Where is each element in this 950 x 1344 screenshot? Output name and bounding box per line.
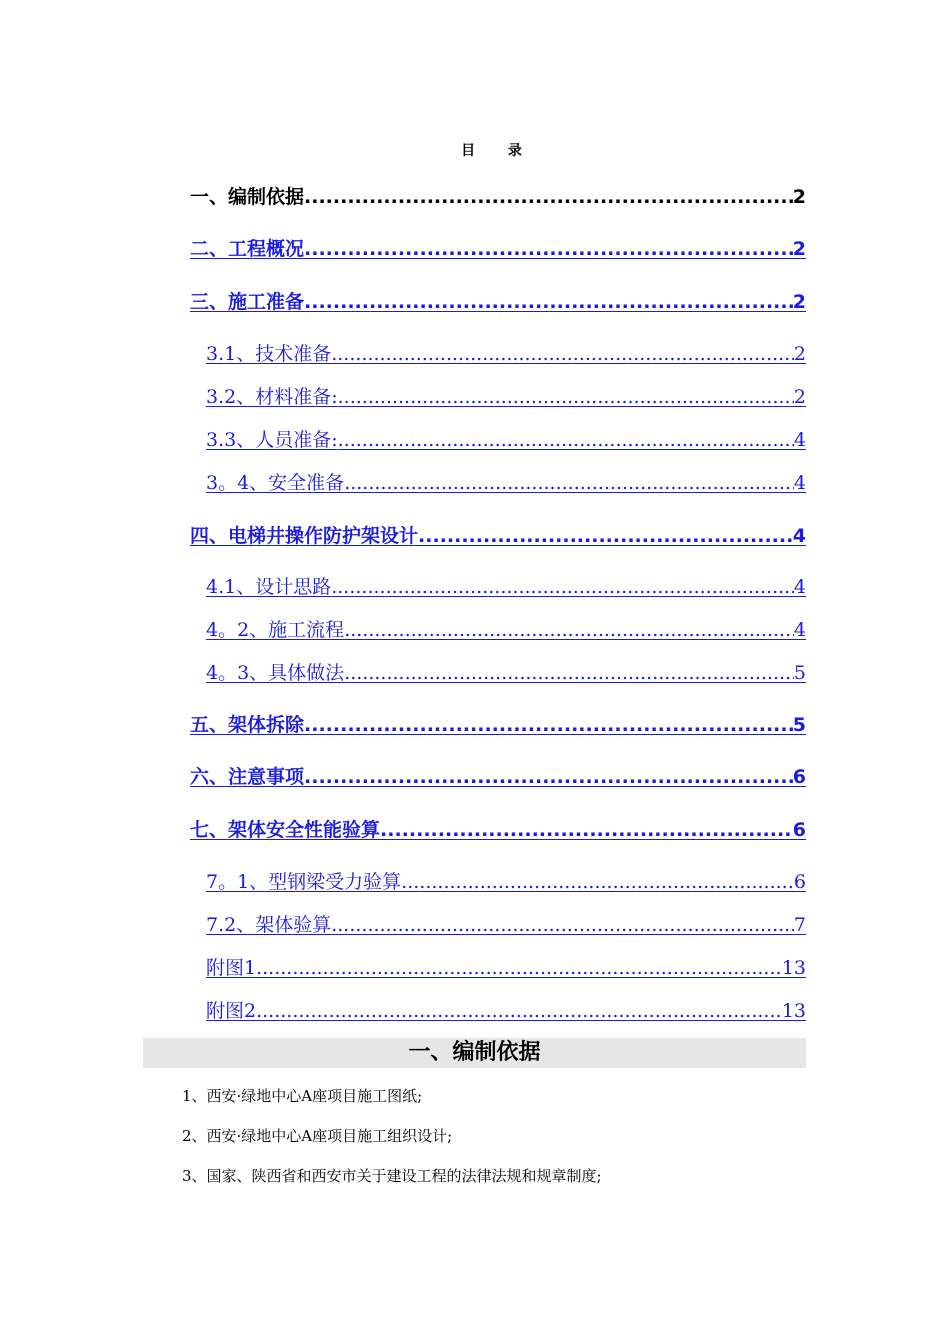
toc-entry-label: 二、工程概况 [190,238,305,260]
toc-entry-label: 3.2、材料准备: [206,386,338,408]
toc-entry-page: 4 [793,619,806,641]
toc-entry-label: 一、编制依据 [190,186,305,208]
toc-entry-page: 4 [793,472,806,494]
toc-leader-dots [304,712,793,738]
toc-leader-dots [401,869,794,895]
toc-entry-label: 7。1、型钢梁受力验算 [206,871,402,893]
toc-leader-dots [256,998,782,1024]
toc-entry[interactable] [206,470,806,496]
toc-entry-label: 3.1、技术准备 [206,343,332,365]
toc-entry-page: 6 [793,871,806,893]
toc-entry[interactable] [190,712,806,738]
toc-entry[interactable] [190,236,806,262]
toc-leader-dots [344,660,794,686]
toc-leader-dots [344,617,794,643]
toc-entry[interactable] [190,289,806,315]
toc-leader-dots [304,184,793,210]
toc-entry-page: 7 [793,914,806,936]
toc-entry-page: 2 [793,343,806,365]
toc-entry-page: 6 [792,819,806,841]
toc-leader-dots [338,384,794,410]
basis-list-item: 1、西安·绿地中心A座项目施工图纸; [182,1087,423,1105]
toc-entry[interactable] [190,523,806,549]
toc-entry-label: 五、架体拆除 [190,714,305,736]
toc-entry[interactable] [206,574,806,600]
toc-leader-dots [304,764,793,790]
section-heading: 一、编制依据 [143,1038,806,1068]
toc-entry-label: 4。3、具体做法 [206,662,345,684]
toc-entry-page: 2 [792,186,806,208]
toc-entry-label: 3。4、安全准备 [206,472,345,494]
toc-entry[interactable] [206,341,806,367]
toc-entry-page: 2 [793,386,806,408]
toc-entry-label: 附图1 [206,957,257,979]
toc-leader-dots [304,236,793,262]
toc-entry-page: 2 [792,238,806,260]
toc-entry-label: 7.2、架体验算 [206,914,332,936]
toc-leader-dots [331,912,794,938]
toc-entry-label: 六、注意事项 [190,766,305,788]
toc-leader-dots [418,523,793,549]
toc-entry[interactable] [190,817,806,843]
toc-entry[interactable] [206,427,806,453]
toc-entry[interactable] [206,998,806,1024]
toc-leader-dots [256,955,782,981]
toc-entry-page: 5 [792,714,806,736]
toc-leader-dots [331,574,794,600]
toc-title: 目 录 [461,143,536,159]
toc-entry[interactable] [190,764,806,790]
toc-entry-page: 13 [781,1000,806,1022]
toc-leader-dots [331,341,794,367]
toc-entry-label: 3.3、人员准备: [206,429,338,451]
toc-leader-dots [344,470,794,496]
toc-entry[interactable] [190,184,806,210]
toc-leader-dots [380,817,793,843]
toc-entry-label: 附图2 [206,1000,257,1022]
basis-list-item: 2、西安·绿地中心A座项目施工组织设计; [182,1127,453,1145]
basis-list-item: 3、国家、陕西省和西安市关于建设工程的法律法规和规章制度; [182,1167,602,1185]
toc-entry[interactable] [206,869,806,895]
toc-entry-page: 4 [792,525,806,547]
toc-entry-page: 4 [793,429,806,451]
toc-leader-dots [338,427,794,453]
toc-entry-label: 4.1、设计思路 [206,576,332,598]
toc-entry-page: 6 [792,766,806,788]
toc-entry[interactable] [206,660,806,686]
toc-entry[interactable] [206,384,806,410]
toc-entry[interactable] [206,617,806,643]
toc-entry-page: 2 [792,291,806,313]
toc-entry-page: 4 [793,576,806,598]
toc-entry-label: 三、施工准备 [190,291,305,313]
toc-entry-page: 13 [781,957,806,979]
toc-entry-page: 5 [793,662,806,684]
toc-entry[interactable] [206,912,806,938]
toc-entry-label: 七、架体安全性能验算 [190,819,381,841]
toc-entry-label: 四、电梯井操作防护架设计 [190,525,419,547]
toc-entry[interactable] [206,955,806,981]
toc-entry-label: 4。2、施工流程 [206,619,345,641]
toc-leader-dots [304,289,793,315]
